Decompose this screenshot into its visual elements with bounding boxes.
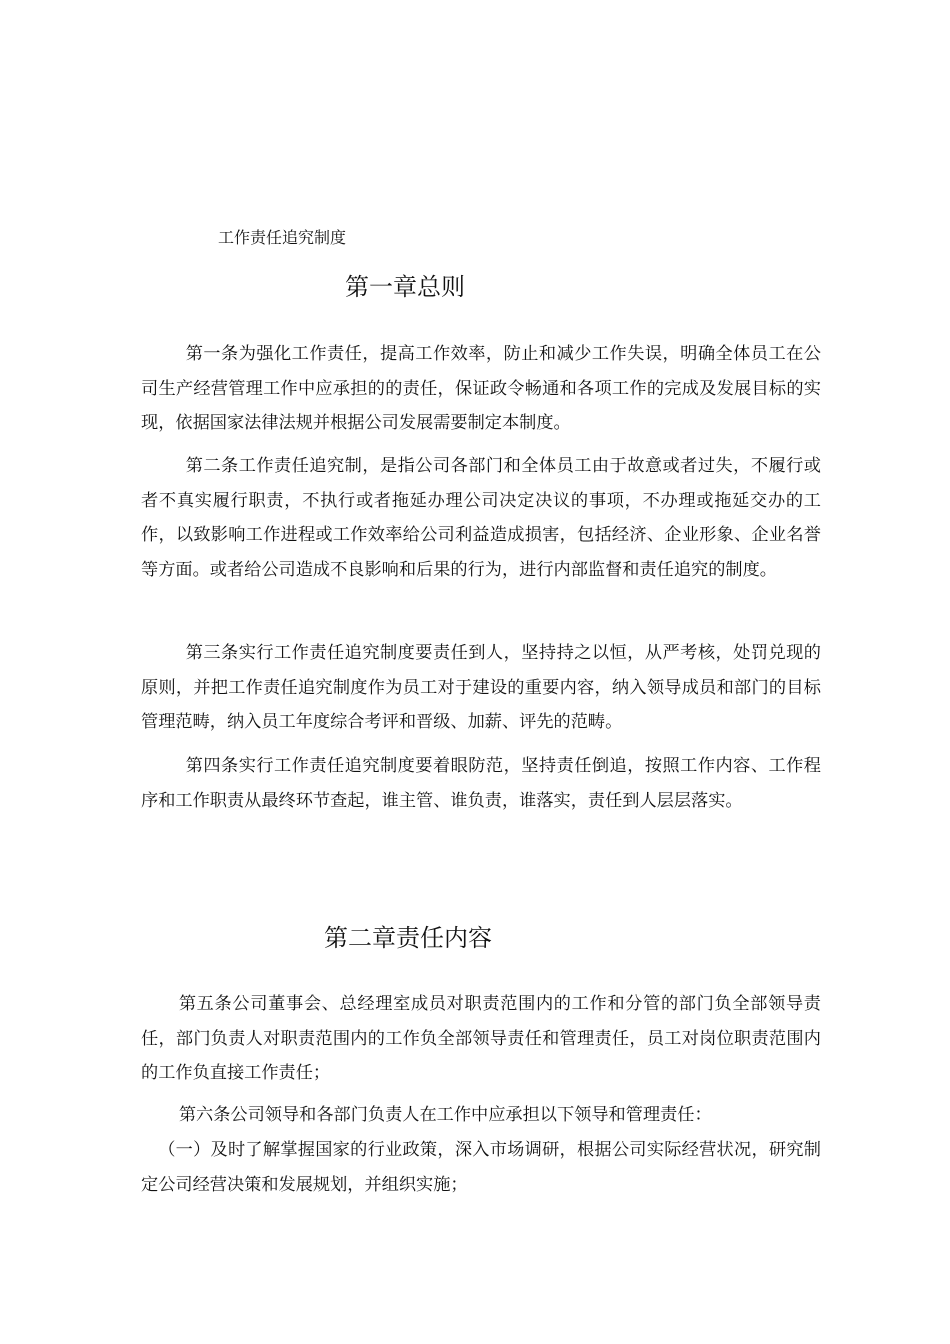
article-3: 第三条实行工作责任追究制度要责任到人，坚持持之以恒，从严考核，处罚兑现的原则，并把工作责任追究制度作为员工对于建设的重要内容，纳入领导成员和部门的目标管理范畴，纳入员工年度综合考评和晋级、加薪、评先的范畴。 (141, 643, 821, 733)
article-6-item-1: （一）及时了解掌握国家的行业政策，深入市场调研，根据公司实际经营状况，研究制定公司经营决策和发展规划，并组织实施； (141, 1140, 821, 1195)
article-1: 第一条为强化工作责任，提高工作效率，防止和减少工作失误，明确全体员工在公司生产经营管理工作中应承担的的责任，保证政令畅通和各项工作的完成及发展目标的实现，依据国家法律法规并根据公司发展需要制定本制度。 (141, 344, 821, 434)
chapter-heading: 第一章总则 (345, 273, 465, 301)
article-5: 第五条公司董事会、总经理室成员对职责范围内的工作和分管的部门负全部领导责任，部门负责人对职责范围内的工作负全部领导责任和管理责任，员工对岗位职责范围内的工作负直接工作责任； (141, 994, 821, 1084)
article-6: 第六条公司领导和各部门负责人在工作中应承担以下领导和管理责任： (178, 1105, 712, 1125)
article-4: 第四条实行工作责任追究制度要着眼防范，坚持责任倒追，按照工作内容、工作程序和工作职责从最终环节查起，谁主管、谁负责，谁落实，责任到人层层落实。 (141, 756, 821, 811)
article-2: 第二条工作责任追究制，是指公司各部门和全体员工由于故意或者过失，不履行或者不真实履行职责，不执行或者拖延办理公司决定决议的事项，不办理或拖延交办的工作，以致影响工作进程或工作效率给公司利益造成损害，包括经济、企业形象、企业名誉等方面。或者给公司造成不良影响和后果的行为，进行内部监督和责任追究的制度。 (141, 456, 821, 580)
chapter-heading: 第二章责任内容 (324, 924, 492, 952)
document-title: 工作责任追究制度 (218, 228, 347, 247)
